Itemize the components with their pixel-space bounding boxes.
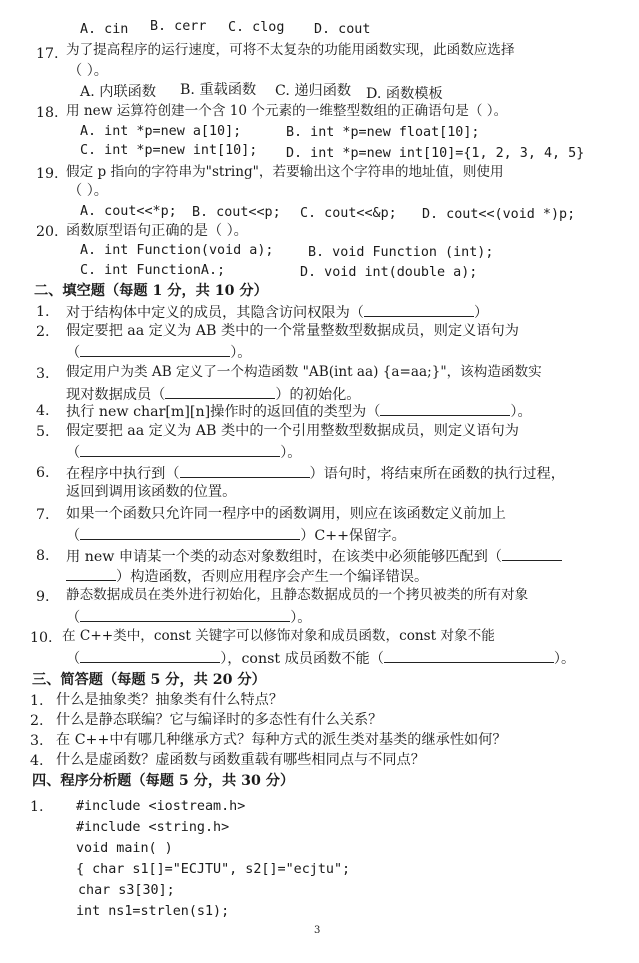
q19-number: 19. (36, 166, 59, 182)
fill-q3-start: 现对数据成员（ (66, 387, 166, 403)
section-2-heading: 二、填空题（每题 1 分，共 10 分） (34, 283, 268, 299)
fill-q8-stem: 用 new 申请某一个类的动态对象数组时，在该类中必须能够匹配到（ (66, 549, 502, 565)
fill-q8-number: 8. (36, 548, 50, 564)
short-q4-number: 4. (30, 753, 44, 769)
fill-q6-start: 在程序中执行到（ (66, 466, 180, 482)
fill-q2-open-paren: （ (66, 345, 81, 361)
fill-q10-mid: ），const 成员函数不能（ (220, 651, 384, 667)
fill-q5-line1: 假定要把 aa 定义为 AB 类中的一个引用整数型数据成员，则定义语句为 (66, 423, 519, 439)
fill-q6-line1 (66, 465, 565, 481)
fill-q7-blank[interactable] (80, 527, 300, 540)
fill-q2-line2 (66, 344, 251, 360)
q18-option-a: A. int *p=new a[10]; (80, 124, 242, 139)
short-q4-text: 什么是虚函数？虚函数与函数重载有哪些相同点与不同点？ (56, 752, 425, 768)
fill-q2-line1: 假定要把 aa 定义为 AB 类中的一个常量整数型数据成员，则定义语句为 (66, 323, 519, 339)
fill-q1-stem: 对于结构体中定义的成员，其隐含访问权限为（ (66, 305, 364, 321)
code-line: void main( ) (76, 841, 173, 856)
q18-option-b: B. int *p=new float[10]; (286, 125, 480, 140)
q16-option-a: A. cin (80, 22, 129, 37)
fill-q8-line2 (66, 568, 428, 584)
fill-q9-line1: 静态数据成员在类外进行初始化，且静态数据成员的一个拷贝被类的所有对象 (66, 587, 529, 603)
q17-stem: 为了提高程序的运行速度，可将不太复杂的功能用函数实现，此函数应选择 (66, 42, 515, 58)
fill-q2-number: 2. (36, 324, 50, 340)
code-line: char s3[30]; (78, 883, 175, 898)
q16-option-b: B. cerr (150, 19, 207, 34)
fill-q10-end: ）。 (553, 651, 576, 667)
fill-q2-blank[interactable] (80, 344, 230, 357)
fill-q7-end: ）C++保留字。 (300, 528, 406, 544)
fill-q5-line2 (66, 444, 301, 460)
section-4-heading: 四、程序分析题（每题 5 分，共 30 分） (32, 773, 295, 789)
fill-q10-blank-1[interactable] (80, 650, 220, 663)
short-q1-text: 什么是抽象类？抽象类有什么特点？ (56, 692, 284, 708)
q16-option-d: D. cout (314, 22, 371, 37)
fill-q5-open-paren: （ (66, 445, 81, 461)
fill-q1-number: 1. (36, 304, 50, 320)
fill-q8-end: ）构造函数，否则应用程序会产生一个编译错误。 (116, 569, 429, 585)
q18-option-d: D. int *p=new int[10]={1, 2, 3, 4, 5} (286, 146, 585, 161)
fill-q10-blank-2[interactable] (384, 650, 554, 663)
fill-q10-number: 10. (30, 630, 53, 646)
fill-q10-line2 (66, 650, 575, 666)
q19-answer-paren: （ ）。 (68, 183, 108, 199)
code-line: int ns1=strlen(s1); (76, 904, 230, 919)
fill-q2-end: ）。 (230, 345, 252, 361)
fill-q8-blank-part1[interactable] (502, 548, 562, 561)
fill-q4-blank[interactable] (380, 403, 510, 416)
fill-q4-end: ）。 (510, 404, 532, 420)
q17-option-a: A. 内联函数 (80, 84, 157, 100)
fill-q10-open-paren-1: （ (66, 651, 81, 667)
short-q2-text: 什么是静态联编？它与编译时的多态性有什么关系？ (56, 712, 383, 728)
q19-option-b: B. cout<<p; (192, 205, 281, 220)
fill-q9-blank[interactable] (80, 609, 290, 622)
fill-q7-number: 7. (36, 507, 50, 523)
q18-stem: 用 new 运算符创建一个含 10 个元素的一维整型数组的正确语句是（ ）。 (66, 103, 508, 119)
fill-q9-line2 (66, 609, 311, 625)
fill-q3-blank[interactable] (165, 386, 275, 399)
q19-option-c: C. cout<<&p; (300, 206, 397, 221)
fill-q5-number: 5. (36, 424, 50, 440)
code-line: #include <string.h> (76, 820, 230, 835)
q20-option-b: B. void Function (int); (308, 245, 494, 260)
fill-q3-line2 (66, 386, 360, 402)
fill-q8-line1 (66, 548, 562, 564)
fill-q9-open-paren: （ (66, 610, 81, 626)
q17-number: 17. (36, 46, 59, 62)
fill-q9-number: 9. (36, 589, 50, 605)
fill-q4-text (66, 403, 532, 419)
fill-q3-line1: 假定用户为类 AB 定义了一个构造函数 "AB(int aa) {a=aa;}"，该构造函数实 (66, 364, 542, 380)
short-q3-number: 3. (30, 733, 44, 749)
fill-q4-stem: 执行 new char[m][n]操作时的返回值的类型为（ (66, 404, 381, 420)
short-q1-number: 1. (30, 693, 44, 709)
fill-q10-line1: 在 C++类中，const 关键字可以修饰对象和成员函数，const 对象不能 (62, 628, 495, 644)
fill-q3-number: 3. (36, 366, 50, 382)
fill-q6-end: ）语句时，将结束所在函数的执行过程， (309, 466, 565, 482)
fill-q1-end: ） (473, 305, 489, 321)
q17-option-d: D. 函数模板 (366, 86, 443, 102)
q19-option-a: A. cout<<*p; (80, 204, 177, 219)
fill-q1-blank[interactable] (364, 304, 474, 317)
fill-q7-line2 (66, 527, 406, 543)
code-line: #include <iostream.h> (76, 799, 246, 814)
q20-option-d: D. void int(double a); (300, 265, 478, 280)
code-line: { char s1[]="ECJTU", s2[]="ecjtu"; (76, 862, 351, 877)
section-3-heading: 三、简答题（每题 5 分，共 20 分） (32, 672, 266, 688)
fill-q1-text (66, 304, 488, 320)
q19-option-d: D. cout<<(void *)p; (422, 207, 576, 222)
fill-q7-line1: 如果一个函数只允许同一程序中的函数调用，则应在该函数定义前加上 (66, 506, 506, 522)
q20-number: 20. (36, 224, 59, 240)
short-q3-text: 在 C++中有哪几种继承方式？每种方式的派生类对基类的继承性如何？ (56, 732, 507, 748)
q20-option-c: C. int FunctionA.; (80, 263, 226, 278)
analysis-q1-number: 1. (30, 799, 44, 815)
q18-number: 18. (36, 105, 59, 121)
fill-q4-number: 4. (36, 403, 50, 419)
fill-q9-end: ）。 (290, 610, 312, 626)
q20-stem: 函数原型语句正确的是（ ）。 (66, 223, 248, 239)
q16-option-c: C. clog (228, 20, 285, 35)
fill-q7-open-paren: （ (66, 528, 81, 544)
q17-option-b: B. 重载函数 (180, 82, 257, 98)
q18-option-c: C. int *p=new int[10]; (80, 143, 258, 158)
q17-answer-paren: （ ）。 (68, 63, 108, 79)
q20-option-a: A. int Function(void a); (80, 243, 274, 258)
fill-q8-blank-part2[interactable] (66, 568, 116, 581)
fill-q5-blank[interactable] (80, 444, 280, 457)
fill-q5-end: ）。 (280, 445, 302, 461)
fill-q3-end: ）的初始化。 (275, 387, 361, 403)
fill-q6-blank[interactable] (180, 465, 310, 478)
q17-option-c: C. 递归函数 (275, 83, 352, 99)
fill-q6-number: 6. (36, 465, 50, 481)
page-number: 3 (314, 925, 321, 936)
short-q2-number: 2. (30, 713, 44, 729)
q19-stem: 假定 p 指向的字符串为"string"，若要输出这个字符串的地址值，则使用 (66, 164, 504, 180)
fill-q6-line2: 返回到调用该函数的位置。 (66, 484, 237, 500)
